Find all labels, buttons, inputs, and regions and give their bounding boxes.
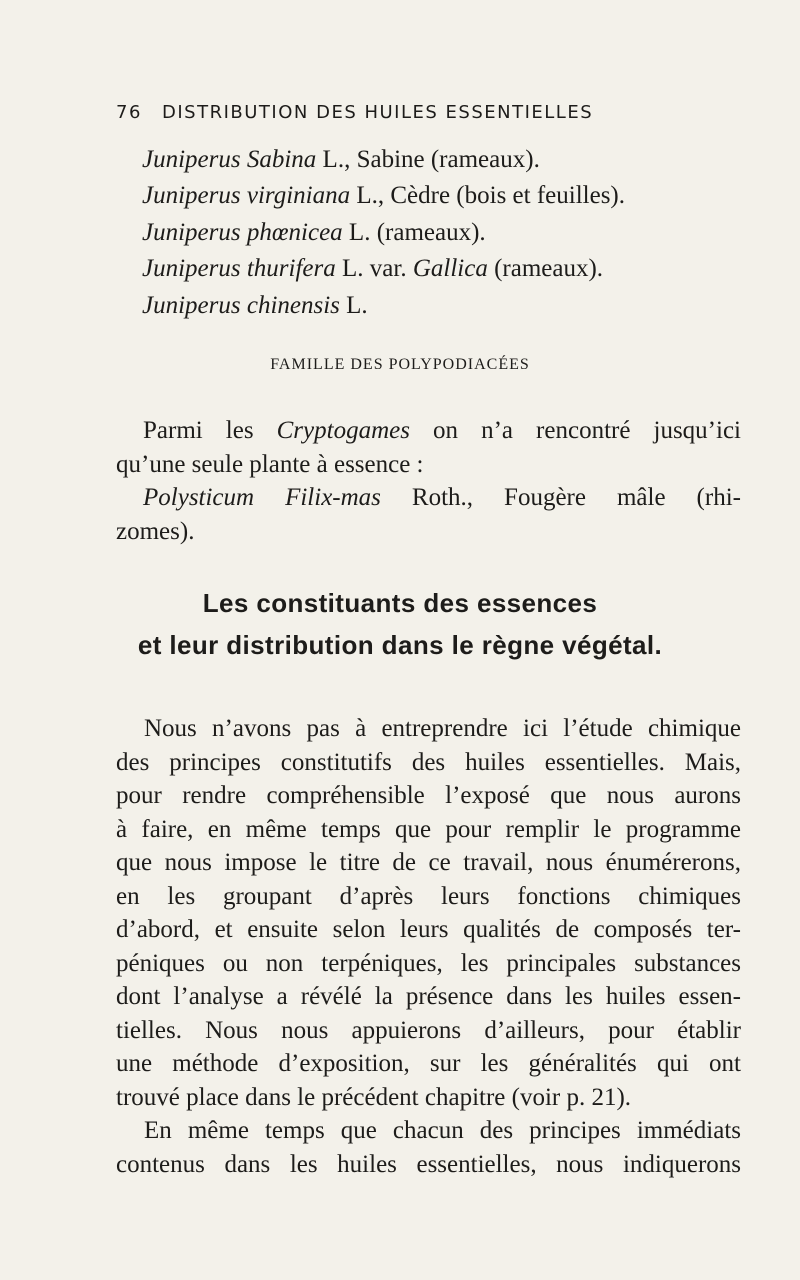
species-entry: Juniperus phœnicea L. (rameaux). — [142, 218, 486, 246]
text-line: dont l’analyse a révélé la présence dans les huiles essen- — [116, 983, 741, 1010]
species-entry: Juniperus thurifera L. var. Gallica (rameaux). — [142, 255, 604, 283]
text-line: d’abord, et ensuite selon leurs qualités de composés ter- — [116, 916, 741, 943]
species-entry: Juniperus virginiana L., Cèdre (bois et feuilles). — [142, 182, 626, 210]
text-line: tielles. Nous nous appuierons d’ailleurs, pour établir — [116, 1016, 741, 1044]
section-title-line-2: et leur distribution dans le règne végétal. — [137, 630, 663, 660]
paragraph-constituants — [116, 712, 741, 1181]
text-line: contenus dans les huiles essentielles, nous indiquerons — [116, 1150, 741, 1178]
text-line: pour rendre compréhensible l’exposé que nous aurons — [116, 782, 741, 809]
text-line: péniques ou non terpéniques, les principales substances — [116, 949, 741, 977]
species-entry: Juniperus chinensis L. — [142, 291, 368, 319]
header-title: DISTRIBUTION DES HUILES ESSENTIELLES — [162, 102, 594, 123]
text-line: à faire, en même temps que pour remplir le programme — [116, 815, 741, 843]
species-list — [142, 142, 762, 324]
text-line: En même temps que chacun des principes immédiats — [144, 1117, 741, 1144]
paragraph-polypodiacees — [116, 414, 741, 548]
text-line: trouvé place dans le précédent chapitre (voir p. 21). — [116, 1083, 632, 1111]
text-line: zomes). — [116, 517, 195, 545]
text-line: Polysticum Filix-mas Roth., Fougère mâle (rhi- — [143, 484, 741, 511]
text-line: que nous impose le titre de ce travail, nous énumérerons, — [116, 849, 741, 876]
page-number: 76 — [116, 102, 142, 123]
species-entry: Juniperus Sabina L., Sabine (rameaux). — [142, 146, 540, 173]
text-line: Parmi les Cryptogames on n’a rencontré jusqu’ici — [143, 417, 741, 444]
section-title-line-1: Les constituants des essences — [202, 588, 598, 618]
text-line: des principes constitutifs des huiles essentielles. Mais, — [116, 748, 741, 776]
family-heading: FAMILLE DES POLYPODIACÉES — [270, 356, 530, 373]
text-line: en les groupant d’après leurs fonctions chimiques — [116, 882, 741, 910]
text-line: Nous n’avons pas à entreprendre ici l’étude chimique — [144, 715, 741, 742]
text-line: une méthode d’exposition, sur les généralités qui ont — [116, 1050, 741, 1077]
text-line: qu’une seule plante à essence : — [116, 450, 424, 478]
